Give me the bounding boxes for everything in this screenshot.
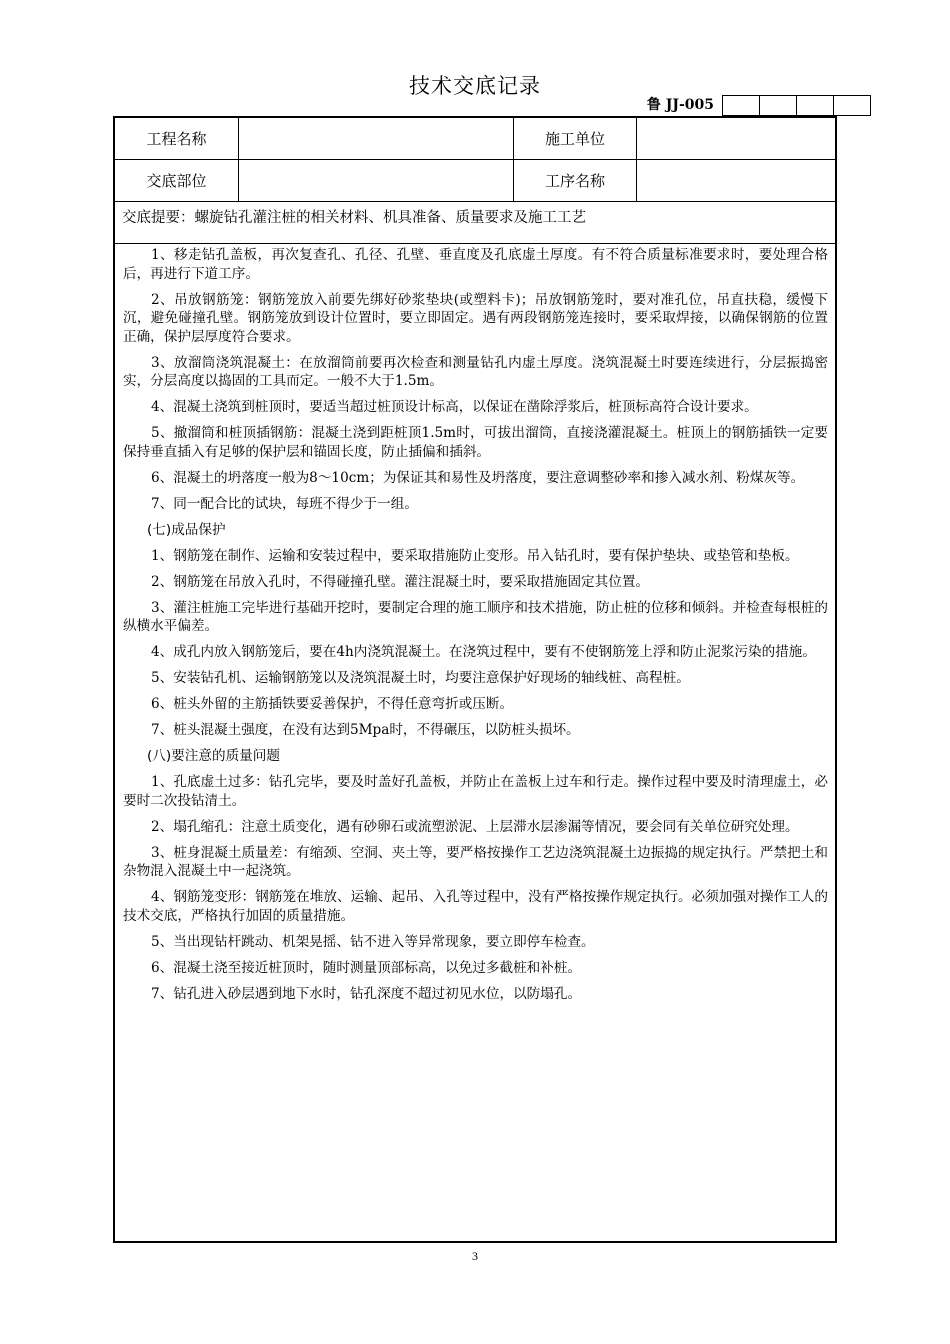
page-number: 3 [472, 1249, 478, 1263]
code-box [722, 95, 760, 116]
paragraph: 6、桩头外留的主筋插铁要妥善保护，不得任意弯折或压断。 [151, 696, 514, 712]
paragraph: 4、成孔内放入钢筋笼后，要在4h内浇筑混凝土。在浇筑过程中，要有不使钢筋笼上浮和防止泥浆污染的措施。 [151, 644, 816, 660]
paragraph: 1、移走钻孔盖板，再次复查孔、孔径、孔壁、垂直度及孔底虚土厚度。有不符合质量标准要求时，要处理合格后，再进行下道工序。 [123, 247, 828, 282]
paragraph: 7、同一配合比的试块，每班不得少于一组。 [151, 495, 418, 512]
paragraph: 2、钢筋笼在吊放入孔时，不得碰撞孔壁。灌注混凝土时，要采取措施固定其位置。 [151, 573, 650, 590]
paragraph: 6、混凝土浇至接近桩顶时，随时测量顶部标高，以免过多截桩和补桩。 [151, 959, 582, 976]
disclosure-summary: 交底提要：螺旋钻孔灌注桩的相关材料、机具准备、质量要求及施工工艺 [115, 202, 835, 244]
construction-unit-value [637, 118, 835, 159]
paragraph: 5、撤溜筒和桩顶插钢筋：混凝土浇到距桩顶1.5m时，可拔出溜筒，直接浇灌混凝土。桩顶上的钢筋插铁一定要保持垂直插入有足够的保护层和锚固长度，防止插偏和插斜。 [123, 425, 828, 460]
paragraph: 6、混凝土的坍落度一般为8～10cm；为保证其和易性及坍落度，要注意调整砂率和掺入减水剂、粉煤灰等。 [151, 469, 805, 486]
project-name-label: 工程名称 [146, 130, 207, 148]
code-box [834, 95, 871, 116]
project-name-value [239, 118, 513, 159]
paragraph: 3、放溜筒浇筑混凝土：在放溜筒前要再次检查和测量钻孔内虚土厚度。浇筑混凝土时要连续进行，分层振捣密实，分层高度以捣固的工具而定。一般不大于1.5m。 [123, 354, 828, 389]
paragraph: 4、混凝土浇筑到桩顶时，要适当超过桩顶设计标高，以保证在凿除浮浆后，桩顶标高符合设计要求。 [151, 399, 758, 415]
paragraph: 7、钻孔进入砂层遇到地下水时，钻孔深度不超过初见水位，以防塌孔。 [151, 985, 582, 1002]
row-project [115, 118, 835, 160]
form-code: 鲁 JJ-005 [646, 97, 714, 113]
paragraph: 2、吊放钢筋笼：钢筋笼放入前要先绑好砂浆垫块(或塑料卡)；吊放钢筋笼时，要对准孔位，吊直扶稳，缓慢下沉，避免碰撞孔壁。钢筋笼放到设计位置时，要立即固定。遇有两段钢筋笼连接时，要采取焊接，以确保钢筋的位置正确，保护层厚度符合要求。 [123, 291, 828, 345]
paragraph: 2、塌孔缩孔：注意土质变化，遇有砂卵石或流塑淤泥、上层滞水层渗漏等情况，要会同有关单位研究处理。 [151, 818, 799, 835]
paragraph: 1、孔底虚土过多：钻孔完毕，要及时盖好孔盖板，并防止在盖板上过车和行走。操作过程中要及时清理虚土，必要时二次投钻清土。 [123, 774, 828, 809]
section-heading: (七)成品保护 [147, 521, 226, 538]
paragraph: 1、钢筋笼在制作、运输和安装过程中，要采取措施防止变形。吊入钻孔时，要有保护垫块、或垫管和垫板。 [151, 547, 799, 564]
paragraph: 7、桩头混凝土强度，在没有达到5Mpa时，不得碾压，以防桩头损坏。 [151, 722, 580, 738]
process-name-label: 工序名称 [544, 172, 605, 190]
paragraph: 3、桩身混凝土质量差：有缩颈、空洞、夹土等，要严格按操作工艺边浇筑混凝土边振捣的规定执行。严禁把土和杂物混入混凝土中一起浇筑。 [123, 844, 828, 879]
paragraph: 5、安装钻孔机、运输钢筋笼以及浇筑混凝土时，均要注意保护好现场的轴线桩、高程桩。 [151, 670, 690, 686]
code-box [797, 95, 834, 116]
document-title: 技术交底记录 [409, 74, 541, 98]
disclosure-part-label: 交底部位 [146, 172, 207, 190]
row-part [115, 160, 835, 202]
form-code-row [640, 95, 871, 116]
paragraph: 4、钢筋笼变形：钢筋笼在堆放、运输、起吊、入孔等过程中，没有严格按操作规定执行。必须加强对操作工人的技术交底，严格执行加固的质量措施。 [123, 889, 828, 924]
disclosure-part-value [239, 160, 513, 201]
section-heading: (八)要注意的质量问题 [147, 748, 280, 764]
process-name-value [637, 160, 835, 201]
paragraph: 3、灌注桩施工完毕进行基础开挖时，要制定合理的施工顺序和技术措施，防止桩的位移和倾斜。并检查每根桩的纵横水平偏差。 [123, 599, 828, 634]
record-table [113, 116, 837, 1243]
construction-unit-label: 施工单位 [544, 130, 605, 148]
code-box [760, 95, 797, 116]
disclosure-content [115, 246, 835, 1011]
paragraph: 5、当出现钻杆跳动、机架晃摇、钻不进入等异常现象，要立即停车检查。 [151, 933, 595, 950]
